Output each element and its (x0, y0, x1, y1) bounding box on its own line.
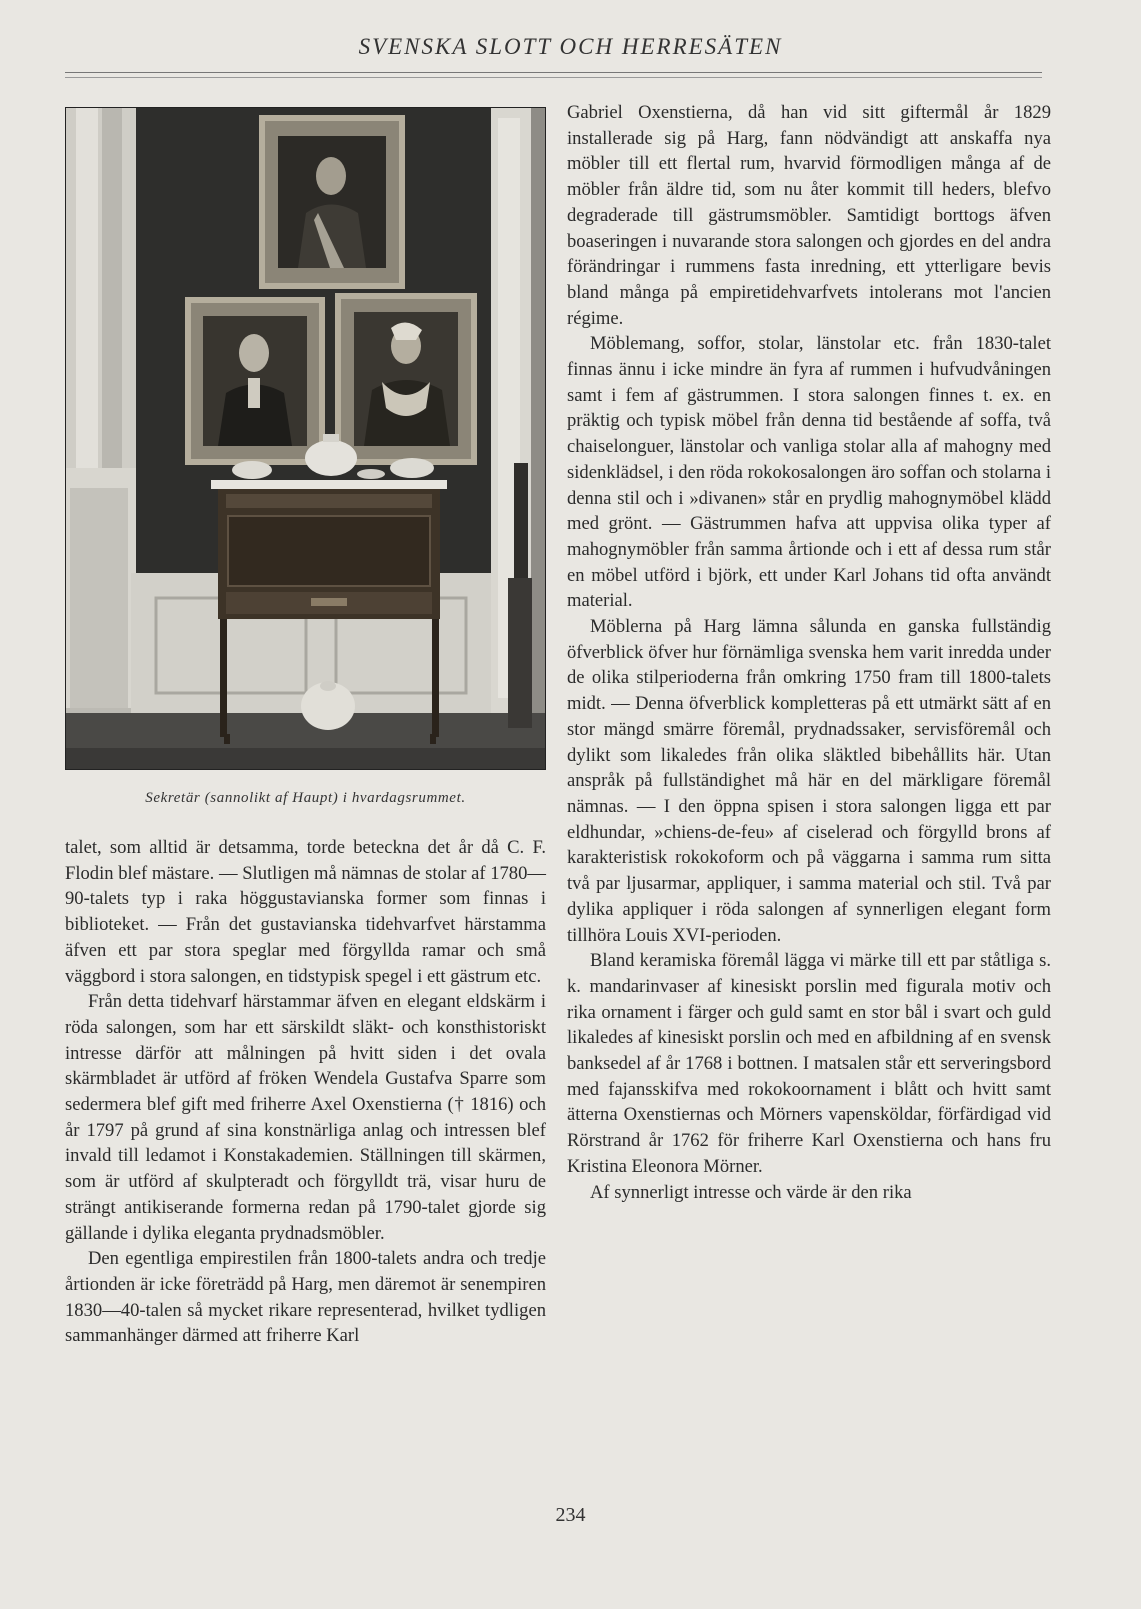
figure-caption: Sekretär (sannolikt af Haupt) i hvardagsrummet. (145, 790, 466, 806)
paragraph: Möblemang, soffor, stolar, länstolar etc. från 1830-talet finnas ännu i icke mindre än fyra af rummen i hufvudvåningen samt i fem af gästrummen. I stora salongen finnes t. ex. en präktig och typisk möbel från denna tid bestående af soffa, två chaiselonguer, länstolar och vanliga stolar alla af mahogny med sidenklädsel, i den röda rokokosalongen äro soffan och stolarna i denna stil och i »divanen» står en prydlig mahognymöbel klädd med grönt. — Gästrummen hafva att uppvisa olika typer af mahognymöbler från samma årtionde och i ett af dessa rum står en möbel utförd i björk, ett under Karl Johans tid ofta användt material. (567, 333, 1051, 612)
left-text-column (65, 835, 546, 1349)
paragraph: Den egentliga empirestilen från 1800-talets andra och tredje årtionden är icke företrädd på Harg, men däremot är senempiren 1830—40-talen så mycket rikare representerad, hvilket tydligen sammanhänger därmed att friherre Karl (65, 1248, 546, 1347)
paragraph: Bland keramiska föremål lägga vi märke till ett par ståtliga s. k. mandarinvaser af kinesiskt porslin med figurala motiv och rika ornament i färger och guld samt en stor bål i svart och guld likaledes af kinesiskt porslin och med en afbildning af en svensk banksedel af år 1768 i bottnen. I matsalen står ett serveringsbord med fajansskifva med rokokoornament i blått och hvitt samt ätterna Oxenstiernas och Mörners vapensköldar, förfärdigad vid Rörstrand år 1762 för friherre Karl Oxenstierna och hans fru Kristina Eleonora Mörner. (567, 950, 1051, 1177)
photograph-secretary-desk (65, 107, 546, 770)
paragraph: talet, som alltid är detsamma, torde beteckna det år då C. F. Flodin blef mästare. — Slutligen må nämnas de stolar af 1780—90-talets typ i raka höggustavianska former som finnas i biblioteket. — Från det gustavianska tidehvarfvet härstamma äfven ett par stora speglar med förgyllda ramar och små väggbord i stora salongen, en tidstypisk spegel i ett gästrum etc. (65, 837, 546, 987)
header-rule (65, 72, 1042, 78)
page-number: 234 (555, 1504, 586, 1526)
running-header: SVENSKA SLOTT OCH HERRESÄTEN (358, 34, 783, 59)
paragraph: Gabriel Oxenstierna, då han vid sitt giftermål år 1829 installerade sig på Harg, fann nödvändigt att anskaffa nya möbler till ett flertal rum, hvarvid förmodligen många af de möbler från äldre tid, som nu åter kommit till heders, blefvo degraderade till gästrumsmöbler. Samtidigt borttogs äfven boaseringen i nuvarande stora salongen och gjordes en del andra förändringar i rummens fasta inredning, ett ytterligare bevis bland många på empiretidehvarfvets intolerans mot l'ancien régime. (567, 102, 1051, 329)
paragraph: Från detta tidehvarf härstammar äfven en elegant eldskärm i röda salongen, som har ett särskildt släkt- och konsthistoriskt intresse därför att målningen på hvitt siden i det ovala skärmbladet är utförd af fröken Wendela Gustafva Sparre som sedermera blef gift med friherre Axel Oxenstierna († 1816) och år 1797 på grund af sina konstnärliga anlag och intressen blef invald till ledamot i Konstakademien. Ställningen till skärmen, som är utförd af skulpteradt och förgylldt trä, visar huru de strängt antikiserande formerna redan på 1790-talet gjorde sig gällande i dylika eleganta prydnadsmöbler. (65, 991, 546, 1244)
right-text-column (567, 100, 1051, 1205)
paragraph: Möblerna på Harg lämna sålunda en ganska fullständig öfverblick öfver hur förnämliga svenska hem varit inredda under de olika stilperioderna från omkring 1750 fram till 1800-talets midt. — Denna öfverblick kompletteras på ett utmärkt sätt af en stor mängd smärre föremål, prydnadssaker, servisföremål och dylikt som likaledes från olika släktled bibehållits här. Utan anspråk på fullständighet må här en del märkligare föremål nämnas. — I den öppna spisen i stora salongen ligga ett par eldhundar, »chiens-de-feu» af ciselerad och förgylld brons af karakteristisk rokokoform och på väggarna i samma rum sitta två par ljusarmar, appliquer, i samma material och stil. Två par dylika appliquer i röda salongen af synnerligen elegant form tillhöra Louis XVI-perioden. (567, 616, 1051, 946)
paragraph: Af synnerligt intresse och värde är den rika (590, 1181, 912, 1203)
